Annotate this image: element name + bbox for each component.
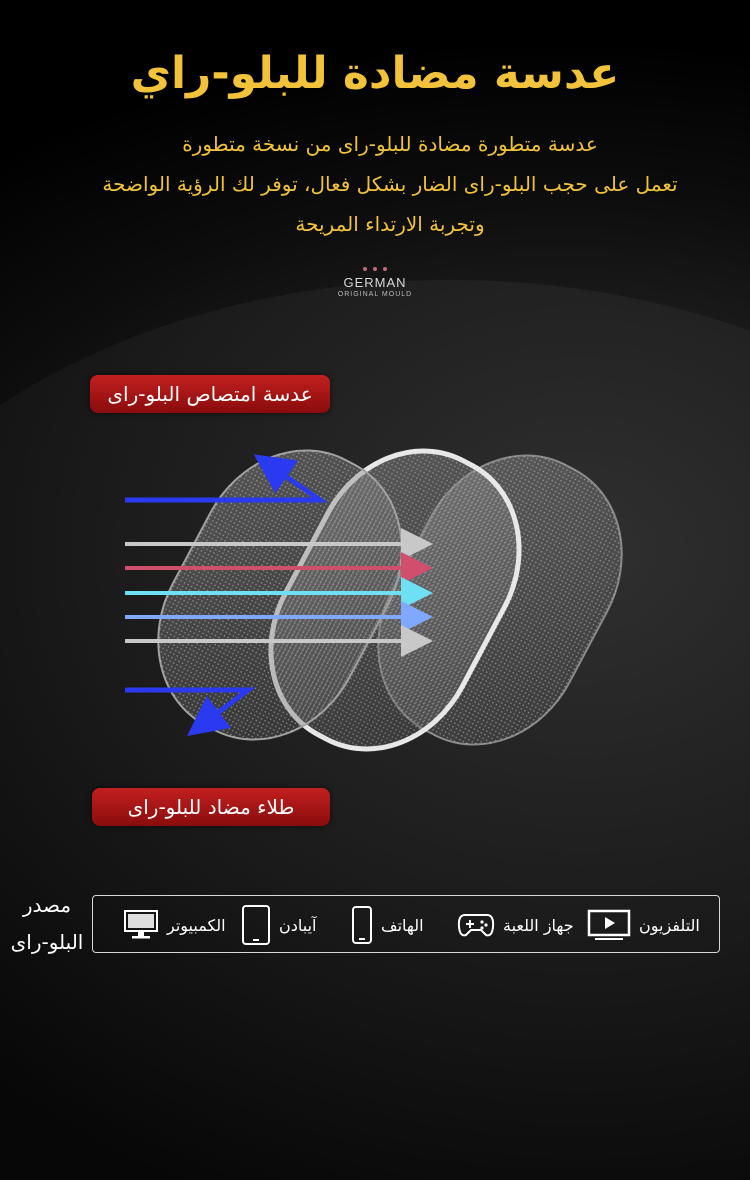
device-computer-label: الكمبيوتر — [167, 915, 226, 935]
coating-label: طلاء مضاد للبلو-راى — [127, 795, 295, 819]
lens-diagram — [0, 420, 750, 800]
source-label-line-1: مصدر — [22, 893, 72, 917]
device-phone-label: الهاتف — [381, 915, 424, 935]
device-tv-label: التلفزيون — [639, 915, 700, 935]
device-phone — [351, 896, 424, 954]
separator-dots — [0, 256, 750, 275]
source-label-line-2: البلو-راى — [10, 930, 84, 954]
tv-play-icon — [587, 908, 631, 942]
device-gamepad — [457, 896, 574, 954]
bottom-label-pill — [92, 788, 330, 826]
brand-original-mould: ORIGINAL MOULD — [337, 291, 413, 298]
gamepad-icon — [457, 911, 495, 939]
monitor-icon — [123, 909, 159, 941]
device-gamepad-label: جهاز اللعبة — [503, 915, 574, 935]
device-bar — [92, 895, 720, 953]
device-computer — [123, 896, 226, 954]
description-line-3: وتجربة الارتداء المريحة — [295, 212, 485, 236]
device-tablet-label: آيبادن — [279, 915, 317, 935]
device-tablet — [241, 896, 316, 954]
absorption-lens-label: عدسة امتصاص البلو-راى — [107, 382, 313, 406]
description-line-2: تعمل على حجب البلو-راى الضار بشكل فعال، توفر لك الرؤية الواضحة — [102, 172, 678, 196]
phone-icon — [351, 905, 373, 945]
page-title: عدسة مضادة للبلو-راي — [130, 48, 620, 99]
description-line-1: عدسة متطورة مضادة للبلو-راى من نسخة متطورة — [182, 132, 598, 156]
brand-german: GERMAN — [343, 275, 407, 290]
device-tv — [587, 896, 700, 954]
tablet-icon — [241, 904, 271, 946]
top-label-pill — [90, 375, 330, 413]
